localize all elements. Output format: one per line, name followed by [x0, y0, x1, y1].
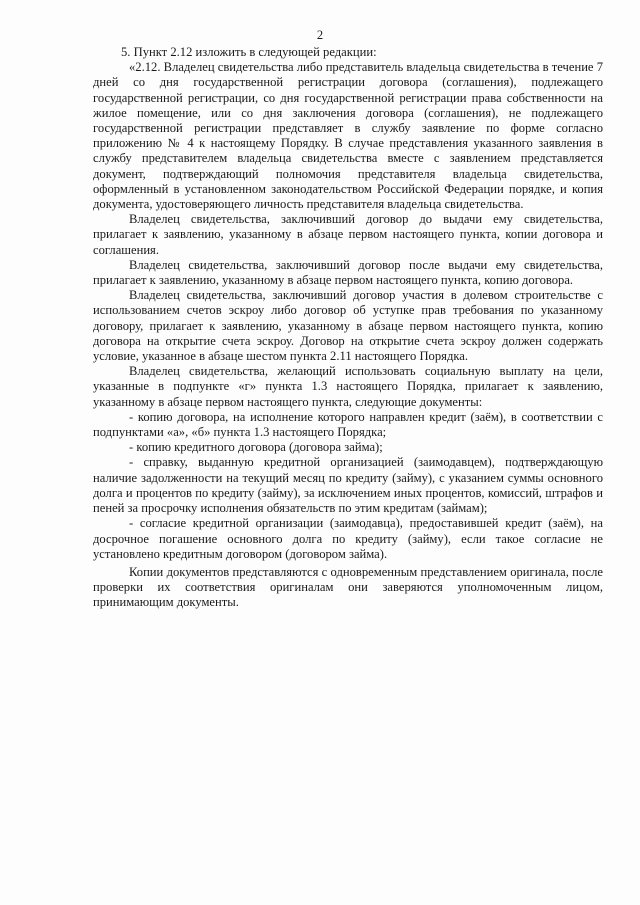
paragraph-social-payment: Владелец свидетельства, желающий использовать социальную выплату на цели, указанные в подпункте «г» пункта 1.3 настоящего Порядка, прилагает к заявлению, указанному в абзаце первом настоящего пункта, следующие документы:: [93, 364, 603, 409]
paragraph-contract-after-certificate: Владелец свидетельства, заключивший договор после выдачи ему свидетельства, прилагает к заявлению, указанному в абзаце первом настоящего пункта, копию договора.: [93, 257, 603, 288]
paragraph-contract-before-certificate: Владелец свидетельства, заключивший договор до выдачи ему свидетельства, прилагает к заявлению, указанному в абзаце первом настоящего пункта, копии договора и соглашения.: [93, 212, 603, 257]
list-item-early-repayment-consent: - согласие кредитной организации (заимодавца), предоставившей кредит (заём), на досрочное погашение основного долга по кредиту (займу), если такое согласие не установлено кредитным договором (договором займа).: [93, 516, 603, 561]
paragraph-document-copies: Копии документов представляются с одновременным представлением оригинала, после проверки их соответствия оригиналам они заверяются уполномоченным лицом, принимающим документы.: [93, 564, 603, 610]
paragraph-clause-2-12: «2.12. Владелец свидетельства либо представитель владельца свидетельства в течение 7 дней со дня государственной регистрации договора (соглашения), подлежащего государственной регистрации, со дня государственной регистрации права собственности на жилое помещение, или со дня заключения договора (соглашения), не подлежащего государственной регистрации представляет в службу заявление по форме согласно приложению № 4 к настоящему Порядку. В случае представления указанного заявления в службу представителем владельца свидетельства вместе с заявлением представляется документ, подтверждающий полномочия представителя владельца свидетельства, оформленный в установленном законодательством Российской Федерации порядке, и копия документа, удостоверяющего личность представителя владельца свидетельства.: [93, 60, 603, 212]
document-body: [93, 45, 603, 611]
list-item-debt-certificate: - справку, выданную кредитной организацией (заимодавцем), подтверждающую наличие задолженности на текущий месяц по кредиту (займу), с указанием суммы основного долга и процентов по кредиту (займу), за исключением иных процентов, комиссий, штрафов и пеней за просрочку исполнения обязательств по этим кредитам (займам);: [93, 455, 603, 516]
list-item-contract-copy: - копию договора, на исполнение которого направлен кредит (заём), в соответствии с подпунктами «а», «б» пункта 1.3 настоящего Порядка;: [93, 409, 603, 440]
paragraph-escrow-contract: Владелец свидетельства, заключивший договор участия в долевом строительстве с использованием счетов эскроу либо договор об уступке прав требования по указанному договору, прилагает к заявлению, указанному в абзаце первом настоящего пункта, копию договора на открытие счета эскроу. Договор на открытие счета эскроу должен содержать условие, указанное в абзаце шестом пункта 2.11 настоящего Порядка.: [93, 288, 603, 364]
page-number: 2: [316, 28, 324, 42]
paragraph-item-5-heading: 5. Пункт 2.12 изложить в следующей редакции:: [121, 45, 377, 59]
list-item-credit-contract-copy: - копию кредитного договора (договора займа);: [129, 440, 383, 455]
